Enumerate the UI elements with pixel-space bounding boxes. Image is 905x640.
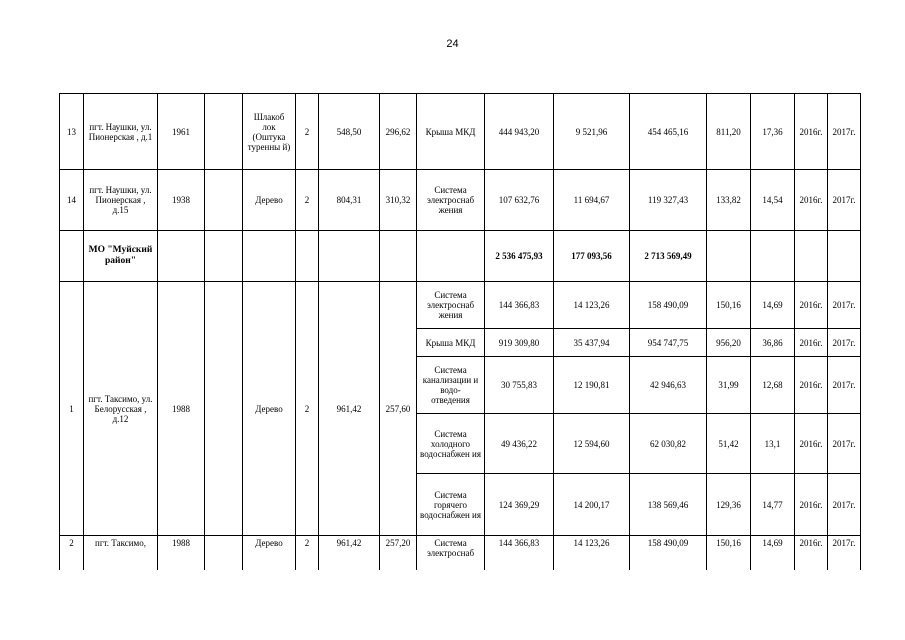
total-area-cell: 961,42 (319, 536, 380, 570)
empty-cell (158, 231, 205, 282)
address-cell: пгт. Наушки, ул. Пионерская , д.1 (84, 94, 158, 170)
empty-cell (205, 231, 243, 282)
year-start-cell: 2016г. (795, 282, 828, 329)
cost-per-sqm-cell: 36,86 (751, 329, 795, 357)
row-number: 14 (60, 170, 84, 231)
wall-material-cell: Дерево (243, 536, 296, 570)
empty-cell (205, 282, 243, 536)
year-start-cell: 2016г. (795, 357, 828, 414)
empty-cell (828, 231, 861, 282)
year-cell: 1961 (158, 94, 205, 170)
subtotal-cost-cell: 2 536 475,93 (485, 231, 554, 282)
empty-cell (243, 231, 296, 282)
living-area-cell: 257,20 (380, 536, 417, 570)
living-area-cell: 296,62 (380, 94, 417, 170)
cost-per-sqm-cell: 14,69 (751, 282, 795, 329)
row-number: 2 (60, 536, 84, 570)
total-area-cell: 804,31 (319, 170, 380, 231)
wall-material-cell: Дерево (243, 282, 296, 536)
cost-per-sqm-cell: 17,36 (751, 94, 795, 170)
work-type-cell: Крыша МКД (417, 329, 485, 357)
empty-cell (380, 231, 417, 282)
empty-cell (205, 170, 243, 231)
cost-per-sqm-cell: 14,77 (751, 474, 795, 536)
wall-material-cell: Шлакоб лок (Оштука туренны й) (243, 94, 296, 170)
cost-cell: 14 200,17 (554, 474, 630, 536)
cost-cell: 11 694,67 (554, 170, 630, 231)
cost-cell: 12 594,60 (554, 414, 630, 474)
cost-cell: 144 366,83 (485, 282, 554, 329)
empty-cell (296, 231, 319, 282)
cost-per-sqm-cell: 133,82 (707, 170, 751, 231)
row-number: 1 (60, 282, 84, 536)
cost-cell: 30 755,83 (485, 357, 554, 414)
table-row (60, 282, 861, 329)
cost-per-sqm-cell: 150,16 (707, 536, 751, 570)
cost-per-sqm-cell: 13,1 (751, 414, 795, 474)
year-end-cell: 2017г. (828, 329, 861, 357)
year-end-cell: 2017г. (828, 170, 861, 231)
wall-material-cell: Дерево (243, 170, 296, 231)
floors-cell: 2 (296, 170, 319, 231)
cost-cell: 14 123,26 (554, 282, 630, 329)
cost-per-sqm-cell: 129,36 (707, 474, 751, 536)
address-cell: пгт. Таксимо, ул. Белорусская , д.12 (84, 282, 158, 536)
year-end-cell: 2017г. (828, 414, 861, 474)
cost-per-sqm-cell: 811,20 (707, 94, 751, 170)
year-end-cell: 2017г. (828, 536, 861, 570)
empty-cell (707, 231, 751, 282)
empty-cell (795, 231, 828, 282)
work-type-cell: Крыша МКД (417, 94, 485, 170)
total-area-cell: 548,50 (319, 94, 380, 170)
table-row (60, 170, 861, 231)
work-type-cell: Система канализации и водо- отведения (417, 357, 485, 414)
work-type-cell: Система электроснаб жения (417, 170, 485, 231)
cost-cell: 35 437,94 (554, 329, 630, 357)
empty-cell (205, 536, 243, 570)
year-start-cell: 2016г. (795, 94, 828, 170)
cost-cell: 42 946,63 (630, 357, 707, 414)
cost-cell: 107 632,76 (485, 170, 554, 231)
subtotal-cost-cell: 2 713 569,49 (630, 231, 707, 282)
empty-cell (205, 94, 243, 170)
year-end-cell: 2017г. (828, 282, 861, 329)
cost-cell: 454 465,16 (630, 94, 707, 170)
row-number: 13 (60, 94, 84, 170)
empty-cell (319, 231, 380, 282)
cost-per-sqm-cell: 14,54 (751, 170, 795, 231)
cost-cell: 9 521,96 (554, 94, 630, 170)
cost-per-sqm-cell: 956,20 (707, 329, 751, 357)
living-area-cell: 310,32 (380, 170, 417, 231)
floors-cell: 2 (296, 94, 319, 170)
total-area-cell: 961,42 (319, 282, 380, 536)
year-start-cell: 2016г. (795, 329, 828, 357)
cost-cell: 12 190,81 (554, 357, 630, 414)
cost-per-sqm-cell: 12,68 (751, 357, 795, 414)
year-start-cell: 2016г. (795, 414, 828, 474)
work-type-cell: Система горячего водоснабжен ия (417, 474, 485, 536)
cost-per-sqm-cell: 51,42 (707, 414, 751, 474)
cost-cell: 954 747,75 (630, 329, 707, 357)
empty-cell (60, 231, 84, 282)
empty-cell (417, 231, 485, 282)
cost-cell: 119 327,43 (630, 170, 707, 231)
floors-cell: 2 (296, 282, 319, 536)
cost-per-sqm-cell: 150,16 (707, 282, 751, 329)
municipality-label: МО "Муйский район" (84, 231, 158, 282)
cost-cell: 62 030,82 (630, 414, 707, 474)
empty-cell (751, 231, 795, 282)
year-end-cell: 2017г. (828, 357, 861, 414)
cost-cell: 138 569,46 (630, 474, 707, 536)
cost-cell: 919 309,80 (485, 329, 554, 357)
cost-cell: 444 943,20 (485, 94, 554, 170)
floors-cell: 2 (296, 536, 319, 570)
repair-program-table (59, 93, 861, 570)
subtotal-cost-cell: 177 093,56 (554, 231, 630, 282)
address-cell: пгт. Таксимо, (84, 536, 158, 570)
work-type-cell: Система холодного водоснабжен ия (417, 414, 485, 474)
year-end-cell: 2017г. (828, 94, 861, 170)
cost-cell: 158 490,09 (630, 536, 707, 570)
work-type-cell: Система электроснаб жения (417, 282, 485, 329)
table-row (60, 536, 861, 570)
living-area-cell: 257,60 (380, 282, 417, 536)
cost-cell: 49 436,22 (485, 414, 554, 474)
year-end-cell: 2017г. (828, 474, 861, 536)
cost-cell: 14 123,26 (554, 536, 630, 570)
cost-cell: 144 366,83 (485, 536, 554, 570)
cost-per-sqm-cell: 14,69 (751, 536, 795, 570)
year-start-cell: 2016г. (795, 170, 828, 231)
cost-cell: 124 369,29 (485, 474, 554, 536)
work-type-cell: Система электроснаб (417, 536, 485, 570)
year-cell: 1988 (158, 282, 205, 536)
subtotal-row (60, 231, 861, 282)
page-number: 24 (446, 38, 459, 50)
table-row (60, 94, 861, 170)
cost-per-sqm-cell: 31,99 (707, 357, 751, 414)
cost-cell: 158 490,09 (630, 282, 707, 329)
year-cell: 1988 (158, 536, 205, 570)
year-cell: 1938 (158, 170, 205, 231)
year-start-cell: 2016г. (795, 474, 828, 536)
year-start-cell: 2016г. (795, 536, 828, 570)
address-cell: пгт. Наушки, ул. Пионерская , д.15 (84, 170, 158, 231)
